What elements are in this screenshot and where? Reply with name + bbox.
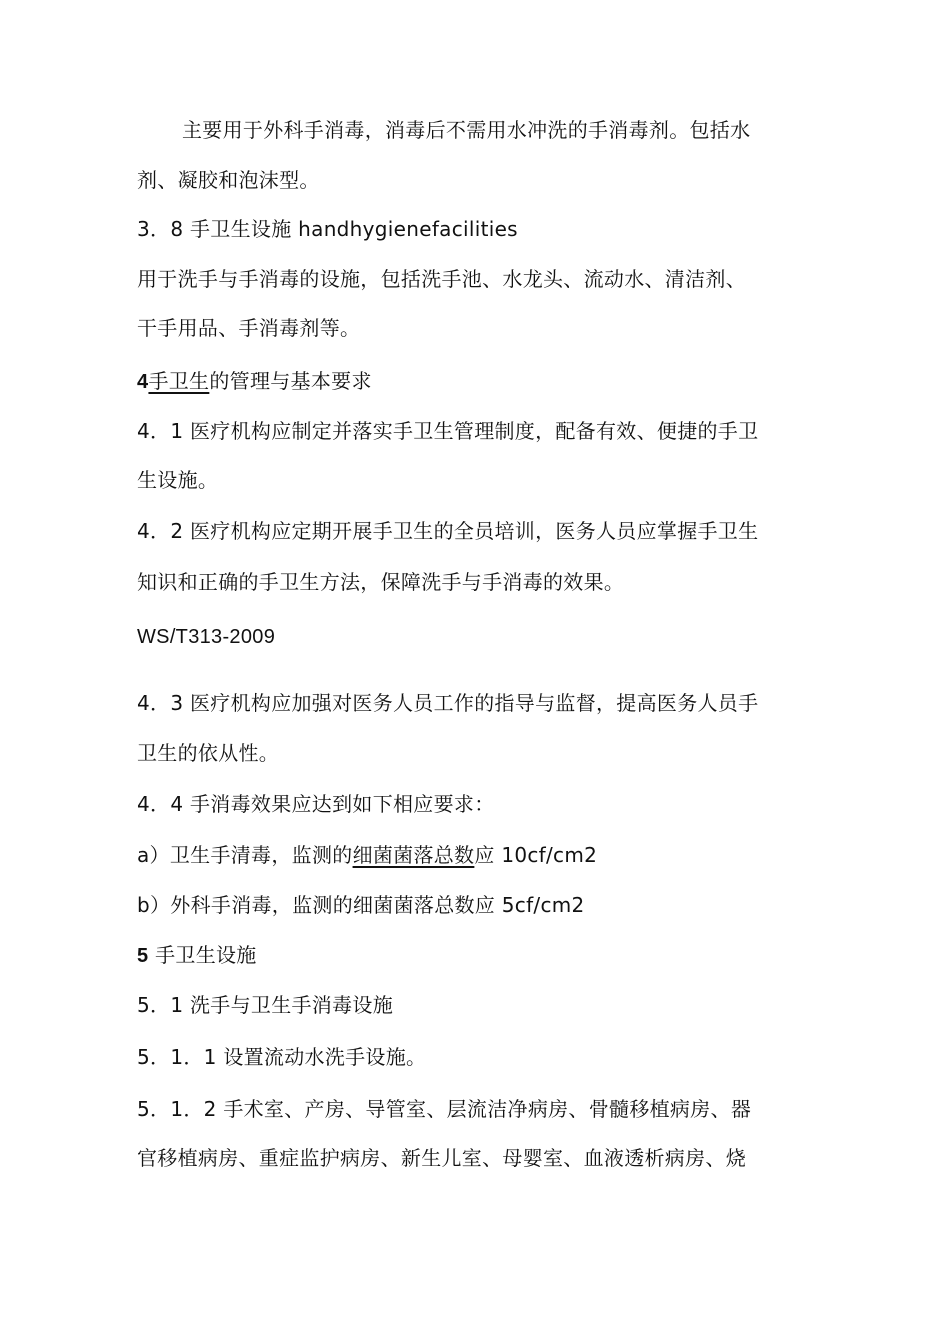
list-item-a-prefix: a）卫生手清毒，监测的 [137,843,353,867]
bacterial-colony-link[interactable]: 细菌菌落总数 [352,843,475,867]
clause-4-2-cont: 知识和正确的手卫生方法，保障洗手与手消毒的效果。 [137,570,625,594]
heading-text: 的管理与基本要求 [209,369,372,393]
paragraph-line: 剂、凝胶和泡沫型。 [137,168,320,192]
clause-4-1: 4．1 医疗机构应制定并落实手卫生管理制度，配备有效、便捷的手卫 [137,419,759,443]
standard-code: WS/T313-2009 [137,626,276,648]
heading-number: 5 [137,945,149,967]
clause-4-3-cont: 卫生的依从性。 [137,741,280,765]
paragraph-line: 用于洗手与手消毒的设施，包括洗手池、水龙头、流动水、清洁剂、 [137,267,746,291]
clause-4-2: 4．2 医疗机构应定期开展手卫生的全员培训，医务人员应掌握手卫生 [137,519,759,543]
section-heading-4 [137,368,372,395]
clause-5-1-2-cont: 官移植病房、重症监护病房、新生儿室、母婴室、血液透析病房、烧 [137,1146,746,1170]
heading-text: 手卫生设施 [148,943,257,967]
clause-4-1-cont: 生设施。 [137,468,219,492]
clause-5-1-2: 5．1．2 手术室、产房、导管室、层流洁净病房、骨髓移植病房、器 [137,1097,752,1121]
clause-5-1-1: 5．1．1 设置流动水洗手设施。 [137,1045,427,1069]
heading-number: 4 [137,371,149,393]
paragraph-line: 干手用品、手消毒剂等。 [137,316,361,340]
clause-4-3: 4．3 医疗机构应加强对医务人员工作的指导与监督，提高医务人员手 [137,691,759,715]
clause-4-4: 4．4 手消毒效果应达到如下相应要求： [137,792,495,816]
list-item-b: b）外科手消毒，监测的细菌菌落总数应 5cf/cm2 [137,893,585,917]
list-item-a [137,842,597,868]
section-heading-3-8: 3．8 手卫生设施 handhygienefacilities [137,217,518,241]
list-item-a-suffix: 应 10cf/cm2 [474,843,598,867]
section-heading-5 [137,942,257,969]
paragraph-line: 主要用于外科手消毒，消毒后不需用水冲洗的手消毒剂。包括水 [182,118,751,142]
hand-hygiene-link[interactable]: 手卫生 [148,369,210,393]
clause-5-1: 5．1 洗手与卫生手消毒设施 [137,993,394,1017]
